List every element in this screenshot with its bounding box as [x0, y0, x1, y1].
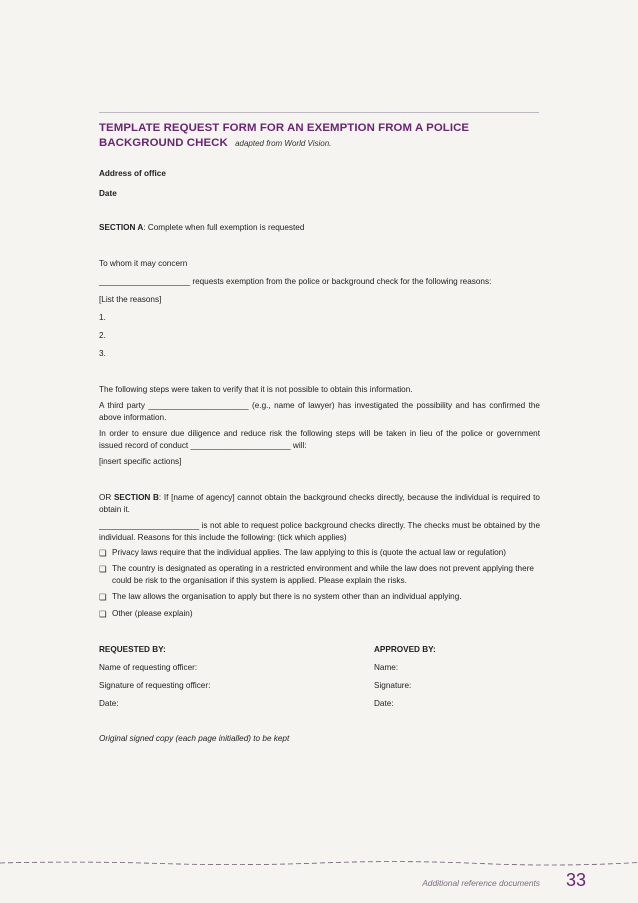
approver-signature-label: Signature:	[374, 681, 412, 690]
option-item	[99, 591, 540, 603]
checkbox-icon[interactable]: ❏	[99, 564, 107, 574]
form-title-source: adapted from World Vision.	[235, 139, 332, 148]
option-item	[99, 608, 540, 620]
signature-name-row	[99, 662, 540, 674]
requesting-officer-signature-label: Signature of requesting officer:	[99, 681, 211, 690]
approved-by-heading: APPROVED BY:	[374, 645, 436, 654]
option-item	[99, 563, 540, 587]
section-b-text: : If [name of agency] cannot obtain the background checks directly, because the individual is required to obtain it.	[99, 493, 540, 514]
checkbox-icon[interactable]: ❏	[99, 592, 107, 602]
list-reasons: [List the reasons]	[99, 295, 162, 304]
page-number: 33	[566, 870, 587, 890]
requesting-officer-date-label: Date:	[99, 699, 119, 708]
third-party-paragraph: A third party ______________________ (e.g., name of lawyer) has investigated the possibility and has confirmed the above information.	[99, 401, 540, 422]
section-b-paragraph	[99, 492, 540, 516]
top-rule	[99, 112, 539, 113]
not-able-paragraph: ______________________ is not able to request police background checks directly. The checks must be obtained by the individual. Reasons for this include the following: (tick which applies)	[99, 521, 540, 542]
checkbox-icon[interactable]: ❏	[99, 548, 107, 558]
section-b-prefix: OR	[99, 493, 114, 502]
approver-name-label: Name:	[374, 663, 399, 672]
option-text: Other (please explain)	[112, 609, 193, 618]
form-title-main: TEMPLATE REQUEST FORM FOR AN EXEMPTION FROM A POLICE BACKGROUND CHECK	[99, 122, 470, 149]
option-text: The country is designated as operating in a restricted environment and while the law does not prevent applying there could be risk to the organisation if this system is applied. Please explain the risks.	[112, 564, 534, 585]
list-item: 3.	[99, 349, 106, 358]
option-text: The law allows the organisation to apply but there is no system other than an individual applying.	[112, 592, 462, 601]
signature-heading-row	[99, 644, 540, 656]
section-a-text: : Complete when full exemption is requested	[143, 223, 305, 232]
form-body	[99, 168, 540, 745]
due-diligence-paragraph: In order to ensure due diligence and reduce risk the following steps will be taken in lieu of the police or government issued record of conduct ______________________ will:	[99, 429, 540, 450]
salutation: To whom it may concern	[99, 259, 188, 268]
option-item	[99, 547, 540, 559]
address-label: Address of office	[99, 169, 166, 178]
section-a-label: SECTION A	[99, 223, 144, 232]
section-b-label: SECTION B	[113, 493, 159, 502]
retention-note: Original signed copy (each page initialled) to be kept	[99, 734, 290, 743]
requested-by-heading: REQUESTED BY:	[99, 645, 166, 654]
checkbox-icon[interactable]: ❏	[99, 609, 107, 619]
footer-section-label: Additional reference documents	[422, 878, 540, 888]
date-label: Date	[99, 189, 117, 198]
form-title	[99, 121, 549, 151]
option-text: Privacy laws require that the individual applies. The law applying to this is (quote the actual law or regulation)	[112, 548, 506, 557]
approver-date-label: Date:	[374, 699, 394, 708]
footer-dashed-divider	[0, 860, 638, 866]
list-item: 2.	[99, 331, 106, 340]
signature-date-row	[99, 698, 540, 710]
request-line: ____________________ requests exemption from the police or background check for the following reasons:	[99, 277, 492, 286]
requesting-officer-name-label: Name of requesting officer:	[99, 663, 198, 672]
steps-intro: The following steps were taken to verify that it is not possible to obtain this information.	[99, 385, 413, 394]
list-item: 1.	[99, 313, 106, 322]
section-a-line	[99, 222, 540, 234]
insert-actions: [insert specific actions]	[99, 457, 182, 466]
signature-sign-row	[99, 680, 540, 692]
